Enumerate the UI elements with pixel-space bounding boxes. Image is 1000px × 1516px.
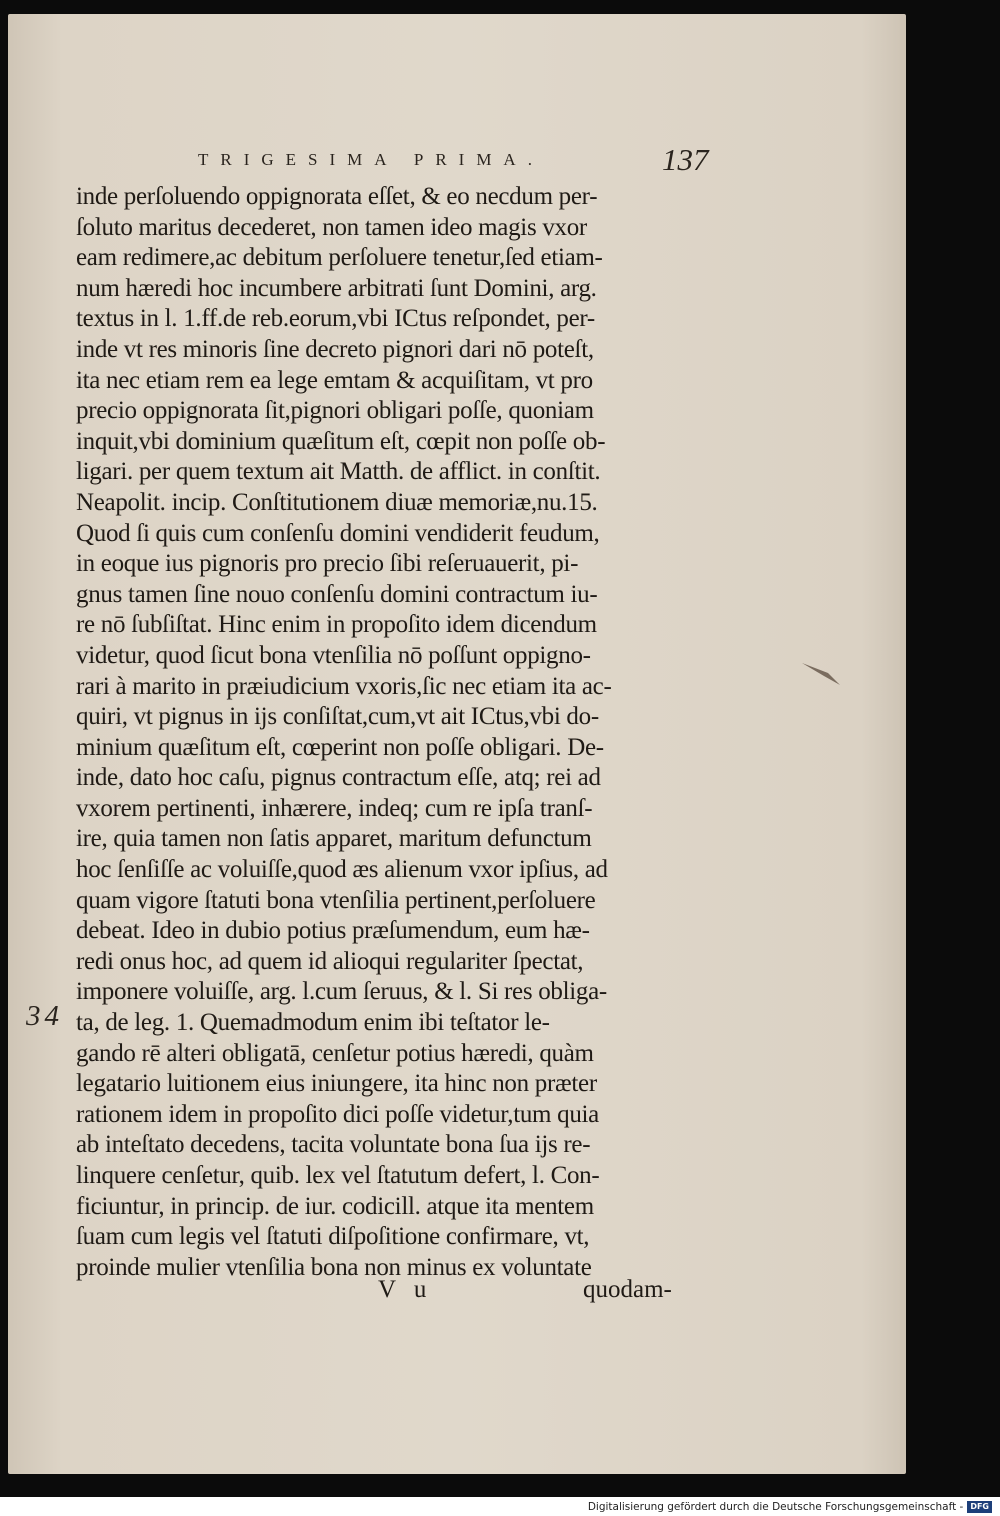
signature-mark: V u [378,1276,433,1303]
text-line: ab inteſtato decedens, tacita voluntate bona ſua ijs re- [76,1131,591,1159]
page-number: 137 [662,142,709,177]
text-line: re nō ſubſiſtat. Hinc enim in propoſito idem dicendum [76,611,597,639]
text-line: eam redimere,ac debitum perſoluere tenetur,ſed etiam- [76,244,603,272]
text-line: inde, dato hoc caſu, pignus contractum eſſe, atq; rei ad [76,764,601,792]
text-line: gando rē alteri obligatā, cenſetur potius hæredi, quàm [76,1039,594,1067]
text-line: redi onus hoc, ad quem id alioqui regulariter ſpectat, [76,947,584,975]
text-line: ſoluto maritus decederet, non tamen ideo magis vxor [76,213,587,241]
ink-smudge-icon [798,659,844,689]
text-line: precio oppignorata ſit,pignori obligari poſſe, quoniam [76,397,594,425]
text-line: ita nec etiam rem ea lege emtam & acquiſitam, vt pro [76,366,593,394]
text-line: hoc ſenſiſſe ac voluiſſe,quod æs alienum vxor ipſius, ad [76,856,608,884]
margin-note-number: 34 [26,1000,63,1032]
footer-credit [588,1500,992,1514]
book-page [8,14,906,1474]
text-line: videtur, quod ſicut bona vtenſilia nō poſſunt oppigno- [76,641,591,669]
text-line: vxorem pertinenti, inhærere, indeq; cum re ipſa tranſ- [76,794,593,822]
text-line: inquit,vbi dominium quæſitum eſt, cœpit non poſſe ob- [76,427,606,455]
footer-credit-text: Digitalisierung gefördert durch die Deutsche Forschungsgemeinschaft - [587,1501,964,1513]
text-line: inde vt res minoris ſine decreto pignori dari nō poteſt, [76,335,594,363]
text-line: Neapolit. incip. Conſtitutionem diuæ memoriæ,nu.15. [76,488,598,516]
dfg-logo: DFG [967,1501,992,1513]
text-line: ligari. per quem textum ait Matth. de afflict. in conſtit. [76,458,601,486]
text-line: inde perſoluendo oppignorata eſſet, & eo necdum per- [76,183,598,210]
text-line: linquere cenſetur, quib. lex vel ſtatutum defert, l. Con- [76,1162,600,1189]
text-line: proinde mulier vtenſilia bona non minus ex voluntate [76,1253,592,1281]
text-line: minium quæſitum eſt, cœperint non poſſe obligari. De- [76,733,604,761]
text-line: num hæredi hoc incumbere arbitrati ſunt Domini, arg. [76,274,597,302]
text-line: ficiuntur, in princip. de iur. codicill. atque ita mentem [76,1192,594,1220]
text-line: gnus tamen ſine nouo conſenſu domini contractum iu- [76,580,598,608]
catchword: quodam- [583,1276,672,1303]
text-line: rationem idem in propoſito dici poſſe videtur,tum quia [76,1100,599,1128]
running-title: TRIGESIMA PRIMA. [198,150,544,169]
body-text [76,182,716,1283]
text-line: quam vigore ſtatuti bona vtenſilia pertinent,perſoluere [76,886,596,914]
text-line: ire, quia tamen non ſatis apparet, maritum defunctum [76,825,592,853]
text-line: imponere voluiſſe, arg. l.cum ſeruus, & l. Si res obliga- [76,978,607,1006]
text-line: ta, de leg. 1. Quemadmodum enim ibi teſtator le- [76,1009,550,1037]
text-line: quiri, vt pignus in ijs conſiſtat,cum,vt ait ICtus,vbi do- [76,703,599,731]
text-line: ſuam cum legis vel ſtatuti diſpoſitione confirmare, vt, [76,1223,590,1251]
text-line: Quod ſi quis cum conſenſu domini vendiderit feudum, [76,519,600,547]
page-header [198,142,718,178]
text-line: debeat. Ideo in dubio potius præſumendum, eum hæ- [76,917,590,945]
text-line: rari à marito in præiudicium vxoris,ſic nec etiam ita ac- [76,672,612,700]
text-line: legatario luitionem eius iniungere, ita hinc non præter [76,1070,597,1098]
text-line: in eoque ius pignoris pro precio ſibi reſeruauerit, pi- [76,550,579,578]
text-line: textus in l. 1.ff.de reb.eorum,vbi ICtus reſpondet, per- [76,305,595,333]
